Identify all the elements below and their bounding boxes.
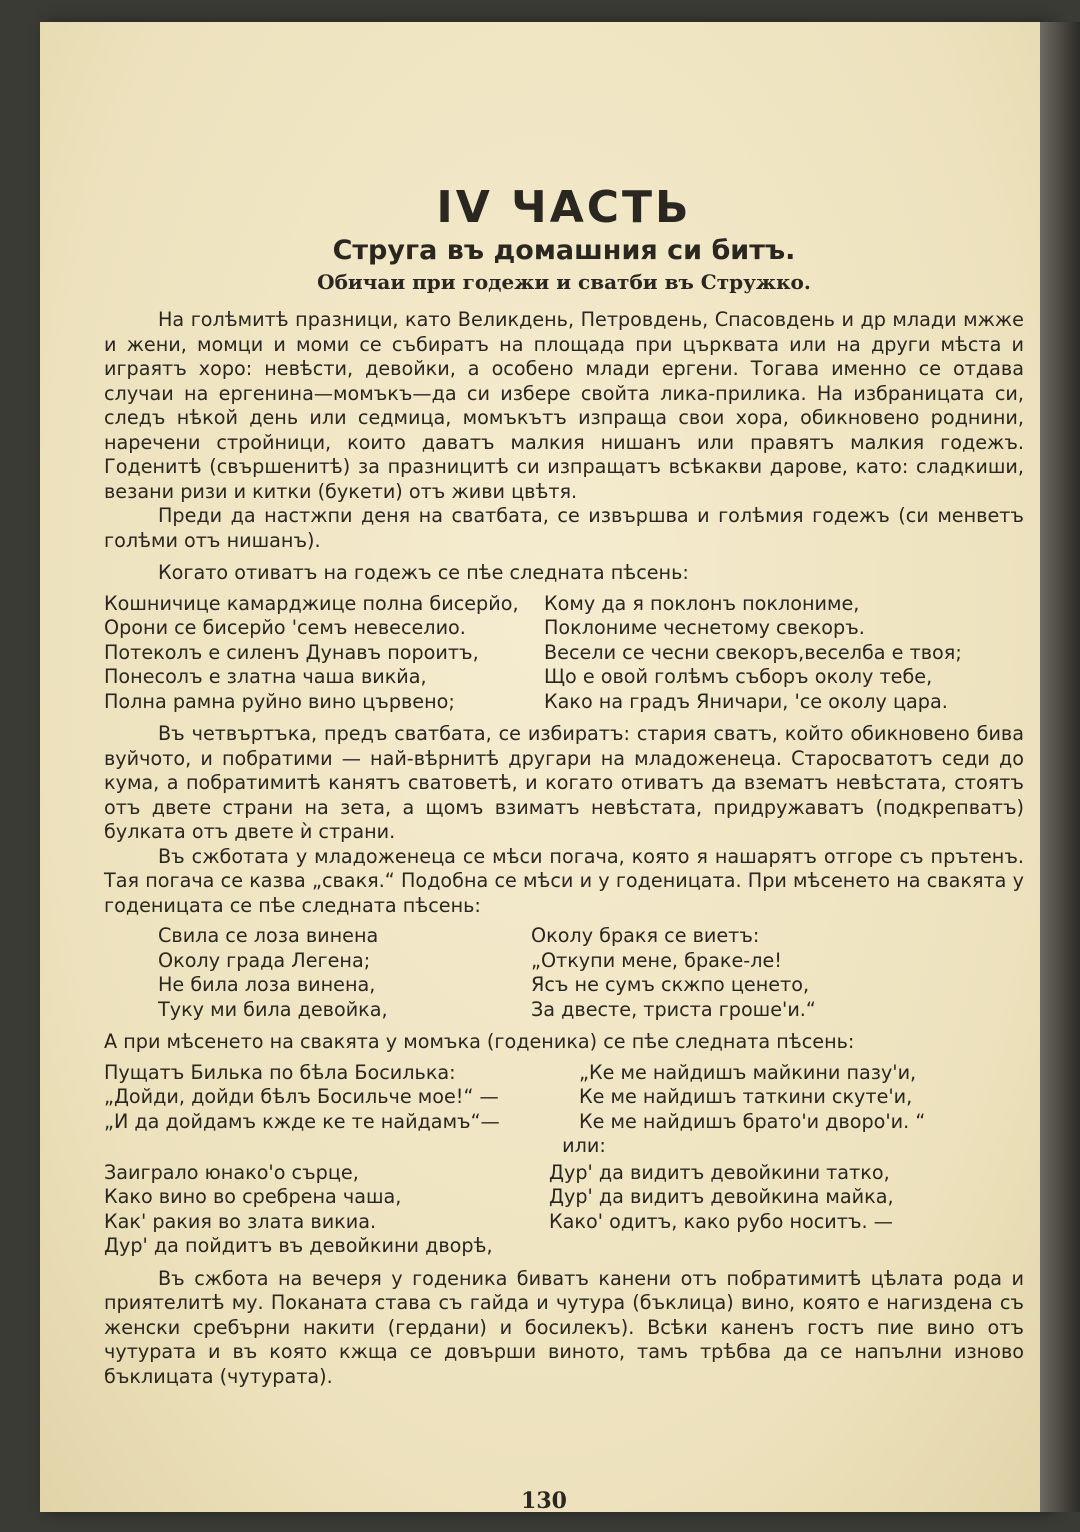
song-1-right-line-3: Весели се чесни свекоръ,веселба е твоя; xyxy=(544,640,962,664)
song-1-right-line-5: Како на градъ Яничари, 'се околу цара. xyxy=(544,689,948,713)
song-3-left-line-1: Пущатъ Билька по бѣла Босилька: xyxy=(104,1060,456,1084)
song-2-right-line-1: Околу бракя се виетъ: xyxy=(531,924,760,947)
song-1-left-line-4: Понесолъ е златна чаша викйа, xyxy=(104,665,427,688)
song-2-left-line-2: Околу града Легена; xyxy=(158,948,371,972)
paragraph-7: Въ сжбота на вечеря у годеника биватъ канени отъ побратимитѣ цѣлата рода и приятелитѣ му. Поканата става съ гайда и чутура (бъклица) вино, която е нагиздена съ женски сребърни накити (гердани) и босилекъ). Всѣки каненъ гостъ пие вино отъ чутурата и въ която кжща се довърши виното, тамъ трѣбва да се напълни изново бъклицата (чутурата). xyxy=(104,1266,1024,1388)
song-4-left-line-4: Дур' да пойдитъ въ девойкини дворѣ, xyxy=(104,1234,493,1257)
song-1-left-line-5: Полна рамна руйно вино цървено; xyxy=(104,689,455,713)
song-1-left-line-2: Орони се бисерйо 'семъ невеселио. xyxy=(104,616,466,639)
paragraph-2: Преди да настжпи деня на сватбата, се извършва и голѣмия годежъ (си менветъ голѣми отъ нишанъ). xyxy=(104,504,1024,552)
song-3-right-line-1: „Ке ме найдишъ майкини пазу'и, xyxy=(579,1060,917,1084)
song-2-left-line-4: Туку ми била девойка, xyxy=(158,997,388,1021)
song-3-right-line-3: Ке ме найдишъ брато'и дворо'и. “ xyxy=(579,1109,926,1133)
part-title: IV ЧАСТЬ xyxy=(436,182,692,233)
song-1 xyxy=(104,592,1024,715)
paragraph-4: Въ четвъртъка, предъ сватбата, се избиратъ: стария сватъ, който обикновено бива вуйчото, и побратими — най-вѣрнитѣ другари на младоженеца. Старосватотъ седи до кума, а побратимитѣ канятъ сватоветѣ, и когато отиватъ да взематъ невѣстата, стоятъ отъ двете страни на зета, а щомъ взиматъ невѣстата, придружаватъ (подкрепватъ) булката отъ двете ѝ страни. xyxy=(104,722,1024,843)
song-1-right-line-1: Кому да я поклонъ поклониме, xyxy=(544,591,860,615)
or-separator: или: xyxy=(562,1134,606,1157)
page-number: 130 xyxy=(521,1488,567,1514)
chapter-subtitle: Струга въ домашния си битъ. xyxy=(332,235,796,266)
song-4-right-line-3: Како' одитъ, како рубо носитъ. — xyxy=(549,1209,893,1233)
song-1-right-line-2: Поклониме чеснетому свекоръ. xyxy=(544,616,865,639)
song-2-right-line-3: Ясъ не сумъ скжпо ценето, xyxy=(531,973,810,996)
song-4-left-line-1: Заиграло юнако'о сърце, xyxy=(104,1160,359,1184)
song-2-right-line-4: За двесте, триста гроше'и.“ xyxy=(531,997,816,1021)
song-4-left-line-3: Как' ракия во злата викиа. xyxy=(104,1209,377,1233)
song-4-right-line-4 xyxy=(549,1234,1024,1259)
song-2-left-line-3: Не била лоза винена, xyxy=(158,973,376,996)
book-page xyxy=(40,22,1048,1512)
song-1-left-line-3: Потеколъ е силенъ Дунавъ пороитъ, xyxy=(104,640,479,664)
song-4-left-line-2: Како вино во сребрена чаша, xyxy=(104,1185,402,1208)
song-1-left-line-1: Кошничице камарджице полна бисерйо, xyxy=(104,591,519,615)
page-content xyxy=(104,182,1024,1389)
song-2-left-line-1: Свила се лоза винена xyxy=(158,924,379,947)
song-4-right-line-2: Дур' да видитъ девойкина майка, xyxy=(549,1185,894,1208)
song-4-right-line-1: Дур' да видитъ девойкини татко, xyxy=(549,1160,890,1184)
song-2-right-line-2: „Откупи мене, браке-ле! xyxy=(531,948,782,972)
paragraph-3: Когато отиватъ на годежъ се пѣе следната пѣсень: xyxy=(158,561,689,584)
section-heading: Обичаи при годежи и сватби въ Стружко. xyxy=(317,270,811,294)
paragraph-5: Въ сжботата у младоженеца се мѣси погача, която я нашарятъ отгоре съ прътенъ. Тая погача се казва „свакя.“ Подобна се мѣси и у годеницата. При мѣсенето на свакята у годеницата се пѣе следната пѣсень: xyxy=(104,844,1024,917)
song-4 xyxy=(104,1161,1024,1259)
paragraph-1: На голѣмитѣ празници, като Великдень, Петровдень, Спасовдень и др млади мжже и жени, момци и моми се събиратъ на площада при църквата или на други мѣста и играятъ хоро: невѣсти, девойки, а особено млади ергени. Тогава именно се отдава случаи на ергенина—момъкъ—да си избере свойта лика-прилика. На избраницата си, следъ нѣкой день или седмица, момъкътъ изпраща свои хора, обикновено роднини, наречени стройници, които даватъ малкия нишанъ или правятъ малкия годежъ. Годенитѣ (свършенитѣ) за празницитѣ си изпращатъ всѣкакви дарове, като: сладкиши, везани ризи и китки (букети) отъ живи цвѣтя. xyxy=(104,308,1024,503)
song-3-left-line-2: „Дойди, дойди бѣлъ Босильче мое!“ — xyxy=(104,1085,499,1108)
song-3 xyxy=(104,1061,1024,1135)
paragraph-6: А при мѣсенето на свакята у момъка (годеника) се пѣе следната пѣсень: xyxy=(104,1030,855,1053)
book-spine-shadow xyxy=(1040,22,1080,1512)
song-3-right-line-2: Ке ме найдишъ таткини скуте'и, xyxy=(579,1085,913,1108)
song-1-right-line-4: Що е овой голѣмъ съборъ околу тебе, xyxy=(544,665,933,688)
song-2 xyxy=(104,924,1024,1022)
song-3-left-line-3: „И да дойдамъ кжде ке те найдамъ“— xyxy=(104,1109,500,1133)
